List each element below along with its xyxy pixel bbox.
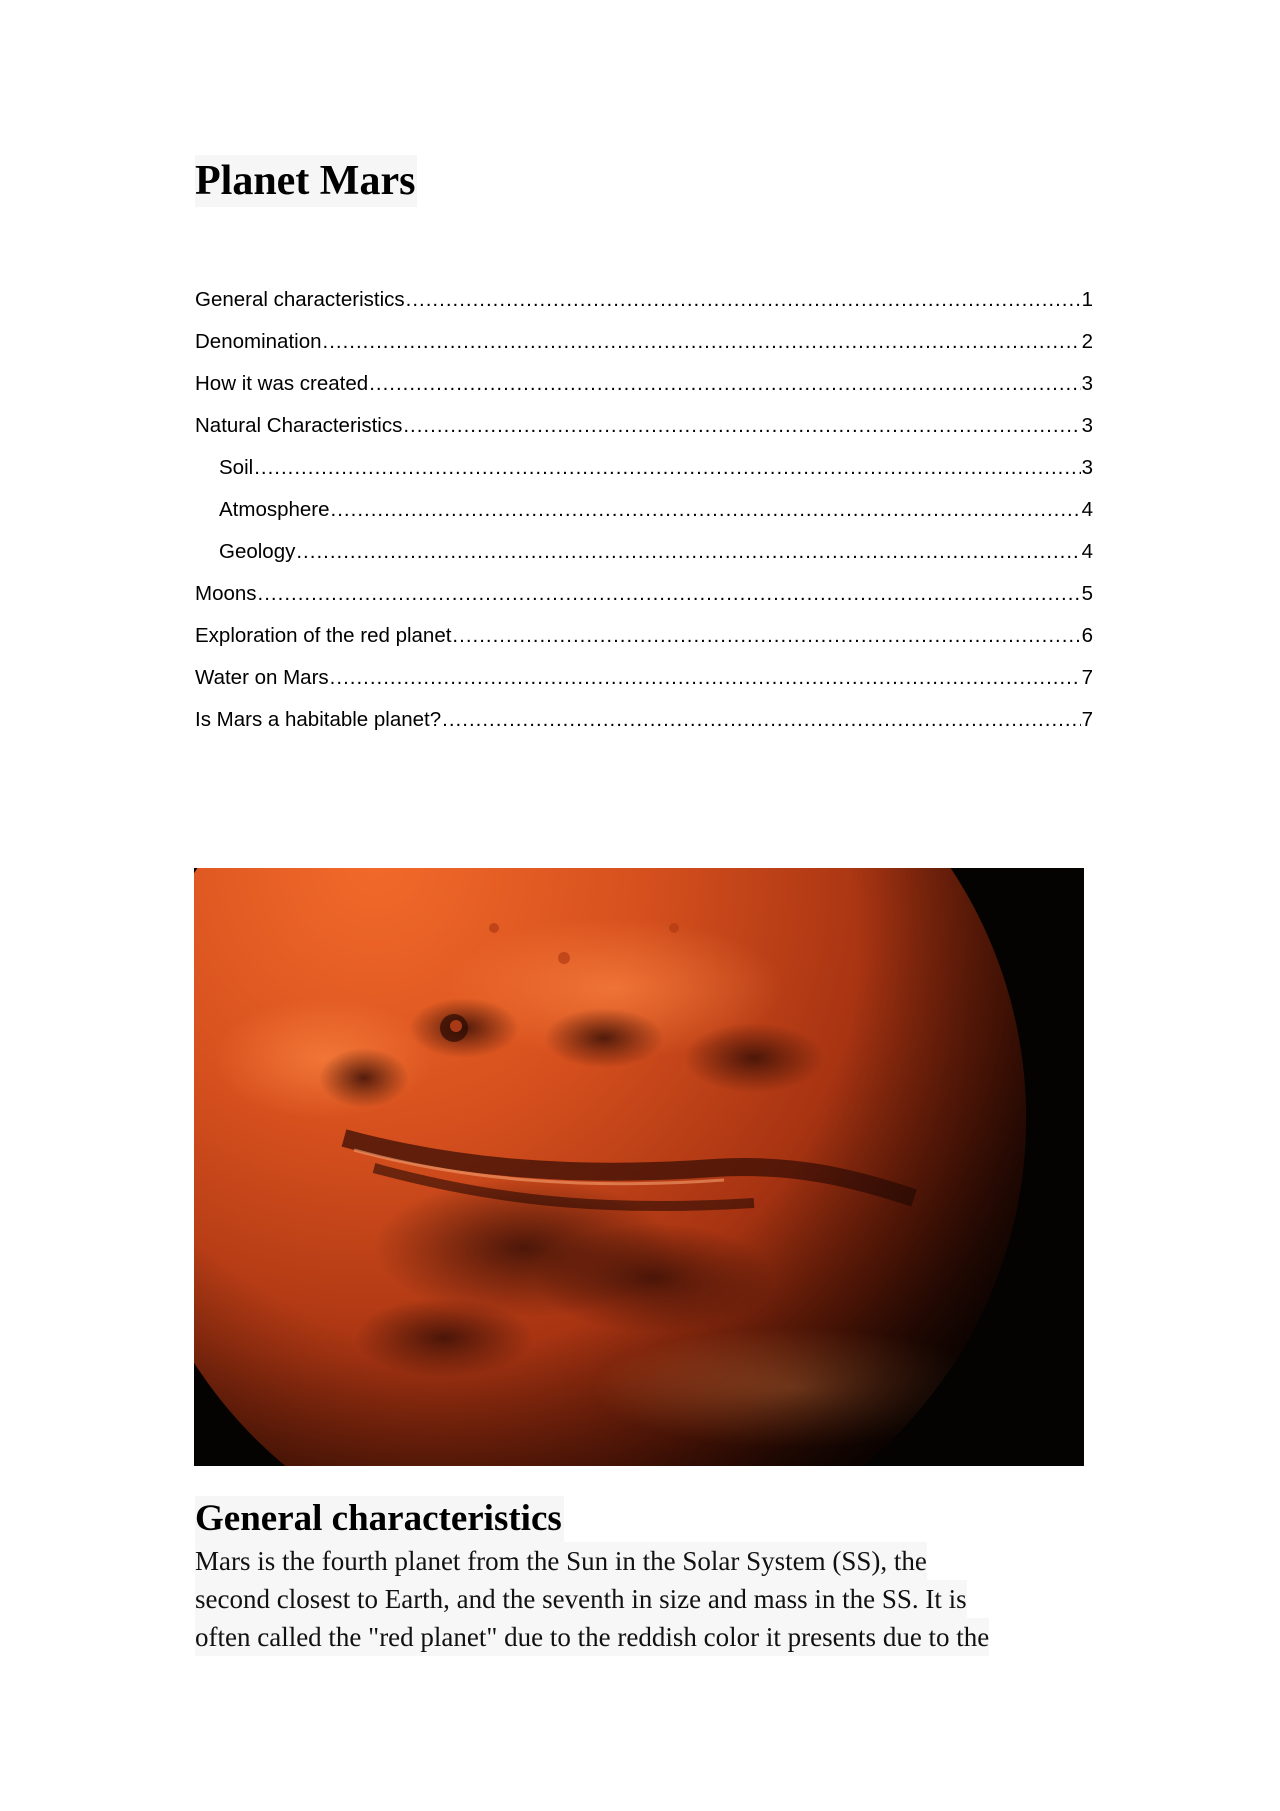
section-paragraph xyxy=(195,1542,1095,1656)
toc-entry-page: 5 xyxy=(1081,582,1093,605)
toc-entry-page: 4 xyxy=(1081,540,1093,563)
toc-dot-leader xyxy=(452,615,1080,657)
toc-entry[interactable] xyxy=(195,363,1093,405)
toc-entry-label: Geology xyxy=(219,540,296,563)
toc-entry-page: 3 xyxy=(1081,456,1093,479)
toc-entry-label: Natural Characteristics xyxy=(195,414,403,437)
toc-entry-page: 4 xyxy=(1081,498,1093,521)
toc-entry-label: How it was created xyxy=(195,372,369,395)
toc-entry-label: Denomination xyxy=(195,330,322,353)
toc-dot-leader xyxy=(323,321,1081,363)
toc-dot-leader xyxy=(296,531,1080,573)
toc-entry-page: 3 xyxy=(1081,372,1093,395)
toc-entry-label: Is Mars a habitable planet? xyxy=(195,708,442,731)
toc-subentry[interactable] xyxy=(195,531,1093,573)
section-heading: General characteristics xyxy=(195,1496,564,1542)
toc-entry-label: Atmosphere xyxy=(219,498,330,521)
toc-dot-leader xyxy=(258,573,1081,615)
toc-entry-label: Soil xyxy=(219,456,254,479)
document-title: Planet Mars xyxy=(195,155,417,207)
toc-dot-leader xyxy=(254,447,1080,489)
toc-entry-label: Exploration of the red planet xyxy=(195,624,452,647)
toc-entry-label: Moons xyxy=(195,582,257,605)
toc-dot-leader xyxy=(442,699,1080,741)
toc-entry[interactable] xyxy=(195,699,1093,741)
toc-entry[interactable] xyxy=(195,573,1093,615)
toc-dot-leader xyxy=(369,363,1080,405)
toc-subentry[interactable] xyxy=(195,489,1093,531)
toc-dot-leader xyxy=(330,657,1081,699)
toc-entry[interactable] xyxy=(195,615,1093,657)
toc-entry[interactable] xyxy=(195,279,1093,321)
toc-entry[interactable] xyxy=(195,405,1093,447)
toc-entry-label: Water on Mars xyxy=(195,666,329,689)
paragraph-line: often called the "red planet" due to the reddish color it presents due to the xyxy=(195,1618,989,1656)
toc-entry-page: 2 xyxy=(1081,330,1093,353)
toc-subentry[interactable] xyxy=(195,447,1093,489)
mars-planet-illustration xyxy=(194,868,1084,1466)
toc-entry-page: 3 xyxy=(1081,414,1093,437)
table-of-contents xyxy=(195,279,1093,741)
mars-photo xyxy=(194,868,1084,1466)
toc-entry[interactable] xyxy=(195,321,1093,363)
paragraph-line: second closest to Earth, and the seventh in size and mass in the SS. It is xyxy=(195,1580,967,1618)
toc-entry-page: 1 xyxy=(1081,288,1093,311)
paragraph-line: Mars is the fourth planet from the Sun in the Solar System (SS), the xyxy=(195,1542,927,1580)
toc-dot-leader xyxy=(403,405,1080,447)
toc-dot-leader xyxy=(406,279,1081,321)
toc-dot-leader xyxy=(331,489,1081,531)
toc-entry[interactable] xyxy=(195,657,1093,699)
toc-entry-page: 7 xyxy=(1081,666,1093,689)
toc-entry-page: 6 xyxy=(1081,624,1093,647)
toc-entry-label: General characteristics xyxy=(195,288,405,311)
toc-entry-page: 7 xyxy=(1081,708,1093,731)
